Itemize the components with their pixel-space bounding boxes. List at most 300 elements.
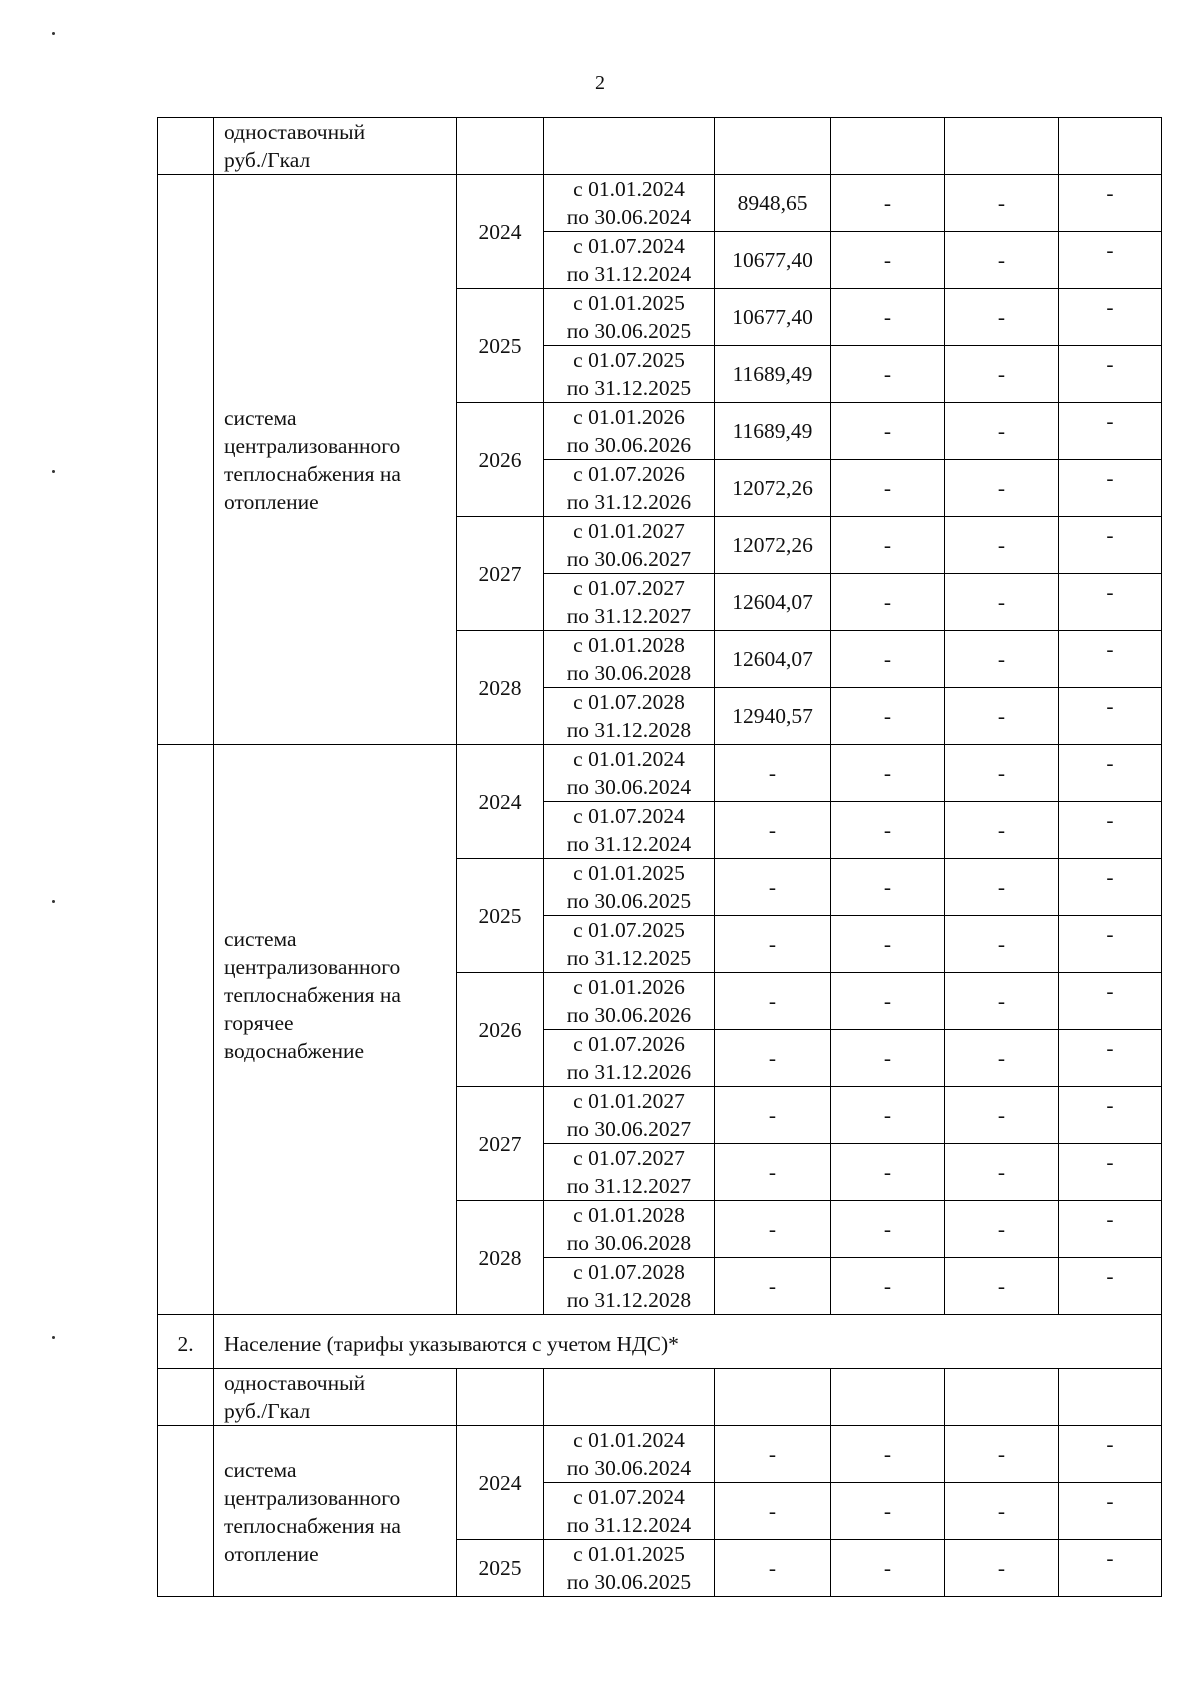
dash-mark: -	[883, 1160, 892, 1184]
year-label: 2025	[478, 333, 522, 358]
period-cell	[544, 1201, 715, 1258]
dash-mark: -	[883, 1499, 892, 1523]
empty-cell	[544, 118, 715, 175]
tariff-dash-cell	[831, 346, 945, 403]
year-cell	[457, 403, 544, 517]
tariff-value: -	[768, 1499, 777, 1523]
label-line: централизованного	[224, 955, 401, 979]
tariff-dash-cell	[831, 1258, 945, 1315]
label-line: теплоснабжения на	[224, 1514, 401, 1538]
rate-type-line: руб./Гкал	[224, 148, 311, 172]
period-cell	[544, 1483, 715, 1540]
row-number-cell	[158, 175, 214, 745]
scan-speck	[52, 900, 55, 903]
period-to: по 30.06.2027	[566, 1117, 692, 1141]
tariff-value: 12072,26	[732, 476, 813, 500]
year-label: 2028	[478, 1245, 522, 1270]
dash-mark: -	[997, 761, 1006, 785]
tariff-value-cell	[715, 1540, 831, 1597]
tariff-dash-cell	[831, 1144, 945, 1201]
tariff-dash-cell	[1059, 1144, 1162, 1201]
period-to: по 31.12.2028	[566, 1288, 692, 1312]
empty-cell	[1059, 118, 1162, 175]
dash-mark: -	[997, 362, 1006, 386]
tariff-value: -	[768, 1103, 777, 1127]
row-number-cell	[158, 1369, 214, 1426]
dash-mark: -	[997, 1217, 1006, 1241]
tariff-value: -	[768, 1160, 777, 1184]
tariff-value-cell	[715, 346, 831, 403]
empty-cell	[544, 1369, 715, 1426]
period-from: с 01.07.2024	[573, 234, 685, 258]
tariff-dash-cell	[831, 973, 945, 1030]
dash-mark: -	[997, 1103, 1006, 1127]
period-from: с 01.01.2028	[573, 633, 685, 657]
tariff-dash-cell	[1059, 403, 1162, 460]
period-to: по 31.12.2026	[566, 1060, 692, 1084]
tariff-dash-cell	[831, 289, 945, 346]
year-cell	[457, 745, 544, 859]
dash-mark: -	[1106, 1489, 1114, 1513]
dash-mark: -	[997, 818, 1006, 842]
year-label: 2025	[478, 1556, 522, 1580]
period-cell	[544, 1144, 715, 1201]
period-to: по 31.12.2025	[566, 376, 692, 400]
dash-mark: -	[1106, 637, 1114, 661]
dash-mark: -	[997, 1274, 1006, 1298]
tariff-value-cell	[715, 1144, 831, 1201]
dash-mark: -	[997, 305, 1006, 329]
label-line: отопление	[224, 1542, 319, 1566]
dash-mark: -	[883, 362, 892, 386]
tariff-dash-cell	[831, 631, 945, 688]
tariff-dash-cell	[1059, 175, 1162, 232]
tariff-dash-cell	[945, 802, 1059, 859]
page-number: 2	[595, 72, 605, 94]
dash-mark: -	[997, 590, 1006, 614]
rate-type-line: одноставочный	[224, 1371, 366, 1395]
tariff-dash-cell	[1059, 1087, 1162, 1144]
tariff-dash-cell	[945, 631, 1059, 688]
period-cell	[544, 1087, 715, 1144]
period-from: с 01.07.2024	[573, 1485, 685, 1509]
rate-type-cell	[214, 1369, 457, 1426]
rate-type-line: руб./Гкал	[224, 1399, 311, 1423]
section-title-cell	[214, 1315, 1162, 1369]
tariff-dash-cell	[945, 1483, 1059, 1540]
period-from: с 01.07.2026	[573, 462, 685, 486]
dash-mark: -	[997, 1556, 1006, 1580]
dash-mark: -	[883, 305, 892, 329]
tariff-dash-cell	[1059, 517, 1162, 574]
rate-type-row	[158, 1369, 1162, 1426]
year-cell	[457, 175, 544, 289]
year-label: 2027	[478, 1131, 522, 1156]
period-to: по 31.12.2026	[566, 490, 692, 514]
scan-speck	[52, 470, 55, 473]
dash-mark: -	[1106, 1264, 1114, 1288]
period-cell	[544, 859, 715, 916]
dash-mark: -	[883, 191, 892, 215]
year-cell	[457, 1087, 544, 1201]
section-number-cell	[158, 1315, 214, 1369]
dash-mark: -	[1106, 181, 1114, 205]
dash-mark: -	[883, 704, 892, 728]
label-line: теплоснабжения на	[224, 461, 401, 486]
year-label: 2024	[478, 1470, 522, 1495]
dash-mark: -	[997, 476, 1006, 500]
dash-mark: -	[883, 248, 892, 272]
tariff-dash-cell	[945, 1201, 1059, 1258]
dash-mark: -	[1106, 865, 1114, 889]
tariff-value: 12604,07	[732, 647, 813, 671]
tariff-dash-cell	[1059, 802, 1162, 859]
period-from: с 01.01.2028	[573, 1203, 685, 1227]
tariff-dash-cell	[831, 403, 945, 460]
year-cell	[457, 1201, 544, 1315]
dash-mark: -	[1106, 922, 1114, 946]
year-label: 2024	[478, 219, 522, 244]
dash-mark: -	[1106, 1150, 1114, 1174]
tariff-dash-cell	[1059, 289, 1162, 346]
period-to: по 31.12.2028	[566, 718, 692, 742]
dash-mark: -	[1106, 1546, 1114, 1570]
tariff-dash-cell	[945, 1426, 1059, 1483]
dash-mark: -	[997, 875, 1006, 899]
tariff-value: 11689,49	[732, 419, 813, 443]
dash-mark: -	[997, 419, 1006, 443]
tariff-dash-cell	[831, 802, 945, 859]
tariff-dash-cell	[945, 1087, 1059, 1144]
heating-system-label	[214, 175, 457, 745]
period-cell	[544, 1258, 715, 1315]
tariff-dash-cell	[831, 1483, 945, 1540]
period-from: с 01.01.2026	[573, 975, 685, 999]
year-label: 2026	[478, 1017, 522, 1042]
tariff-value-cell	[715, 802, 831, 859]
dash-mark: -	[997, 191, 1006, 215]
tariff-dash-cell	[945, 1540, 1059, 1597]
period-cell	[544, 232, 715, 289]
dash-mark: -	[1106, 238, 1114, 262]
dash-mark: -	[1106, 295, 1114, 319]
tariff-value-cell	[715, 289, 831, 346]
dash-mark: -	[883, 761, 892, 785]
tariff-value-cell	[715, 745, 831, 802]
label-line: теплоснабжения на	[224, 983, 401, 1007]
tariff-value: -	[768, 761, 777, 785]
period-cell	[544, 631, 715, 688]
tariff-value-cell	[715, 175, 831, 232]
tariff-value: -	[768, 989, 777, 1013]
label-line: система	[224, 927, 297, 951]
rate-type-cell	[214, 118, 457, 175]
tariff-dash-cell	[831, 460, 945, 517]
tariff-dash-cell	[1059, 1483, 1162, 1540]
period-from: с 01.01.2027	[573, 1089, 685, 1113]
tariff-value: -	[768, 818, 777, 842]
year-cell	[457, 859, 544, 973]
tariff-dash-cell	[945, 745, 1059, 802]
dash-mark: -	[997, 248, 1006, 272]
period-from: с 01.01.2025	[573, 1542, 685, 1566]
tariff-dash-cell	[831, 745, 945, 802]
population-heating-system-label	[214, 1426, 457, 1597]
dash-mark: -	[1106, 979, 1114, 1003]
tariff-value-cell	[715, 1201, 831, 1258]
tariff-dash-cell	[831, 1030, 945, 1087]
tariff-dash-cell	[1059, 1540, 1162, 1597]
period-cell	[544, 973, 715, 1030]
tariff-dash-cell	[1059, 631, 1162, 688]
tariff-dash-cell	[1059, 1258, 1162, 1315]
tariff-dash-cell	[1059, 916, 1162, 973]
period-row	[158, 745, 1162, 802]
dash-mark: -	[997, 1046, 1006, 1070]
period-from: с 01.07.2028	[573, 690, 685, 714]
tariff-dash-cell	[831, 232, 945, 289]
tariff-dash-cell	[945, 574, 1059, 631]
year-label: 2028	[478, 675, 522, 700]
dash-mark: -	[883, 1442, 892, 1466]
tariff-value: 12072,26	[732, 533, 813, 557]
dash-mark: -	[883, 989, 892, 1013]
tariff-dash-cell	[831, 1087, 945, 1144]
year-cell	[457, 289, 544, 403]
tariff-value-cell	[715, 403, 831, 460]
period-to: по 31.12.2025	[566, 946, 692, 970]
period-to: по 30.06.2027	[566, 547, 692, 571]
period-to: по 30.06.2026	[566, 1003, 692, 1027]
period-cell	[544, 1540, 715, 1597]
dash-mark: -	[997, 704, 1006, 728]
period-from: с 01.07.2025	[573, 918, 685, 942]
dash-mark: -	[883, 590, 892, 614]
tariff-dash-cell	[1059, 688, 1162, 745]
section-title: Население (тарифы указываются с учетом НДС)*	[224, 1331, 679, 1356]
period-from: с 01.07.2026	[573, 1032, 685, 1056]
dash-mark: -	[997, 1442, 1006, 1466]
period-from: с 01.07.2027	[573, 576, 685, 600]
period-to: по 30.06.2024	[566, 1456, 692, 1480]
tariff-value: -	[768, 875, 777, 899]
label-line: горячее	[224, 1011, 294, 1035]
dash-mark: -	[1106, 1207, 1114, 1231]
dash-mark: -	[1106, 694, 1114, 718]
tariff-dash-cell	[831, 574, 945, 631]
dash-mark: -	[1106, 1036, 1114, 1060]
period-to: по 31.12.2024	[566, 262, 692, 286]
label-line: централизованного	[224, 1486, 401, 1510]
dash-mark: -	[883, 1103, 892, 1127]
dash-mark: -	[997, 533, 1006, 557]
tariff-value-cell	[715, 460, 831, 517]
tariff-dash-cell	[831, 688, 945, 745]
period-row	[158, 175, 1162, 232]
dash-mark: -	[883, 647, 892, 671]
period-from: с 01.01.2026	[573, 405, 685, 429]
tariff-dash-cell	[831, 1426, 945, 1483]
dash-mark: -	[1106, 409, 1114, 433]
period-to: по 30.06.2024	[566, 775, 692, 799]
period-cell	[544, 403, 715, 460]
tariff-value: -	[768, 1046, 777, 1070]
tariff-dash-cell	[1059, 574, 1162, 631]
period-cell	[544, 1030, 715, 1087]
empty-cell	[457, 118, 544, 175]
year-label: 2025	[478, 903, 522, 928]
label-line: отопление	[224, 489, 319, 514]
tariff-value-cell	[715, 232, 831, 289]
tariff-value-cell	[715, 688, 831, 745]
tariff-dash-cell	[1059, 460, 1162, 517]
label-line: водоснабжение	[224, 1039, 365, 1063]
period-to: по 31.12.2024	[566, 1513, 692, 1537]
tariff-dash-cell	[831, 859, 945, 916]
dash-mark: -	[1106, 808, 1114, 832]
dash-mark: -	[883, 932, 892, 956]
tariff-dash-cell	[945, 175, 1059, 232]
period-row	[158, 1426, 1162, 1483]
scan-speck	[52, 1336, 55, 1339]
period-cell	[544, 346, 715, 403]
dash-mark: -	[1106, 352, 1114, 376]
period-from: с 01.07.2024	[573, 804, 685, 828]
period-to: по 30.06.2024	[566, 205, 692, 229]
tariff-dash-cell	[1059, 1030, 1162, 1087]
period-from: с 01.07.2028	[573, 1260, 685, 1284]
section-row	[158, 1315, 1162, 1369]
row-number-cell	[158, 118, 214, 175]
period-to: по 31.12.2027	[566, 1174, 692, 1198]
year-cell	[457, 1426, 544, 1540]
period-to: по 30.06.2025	[566, 1570, 692, 1594]
tariff-dash-cell	[1059, 346, 1162, 403]
hot-water-system-label	[214, 745, 457, 1315]
period-cell	[544, 802, 715, 859]
label-line: система	[224, 405, 297, 430]
tariff-dash-cell	[945, 232, 1059, 289]
period-to: по 31.12.2027	[566, 604, 692, 628]
tariff-value: 12604,07	[732, 590, 813, 614]
period-from: с 01.01.2024	[573, 747, 685, 771]
tariff-value: 12940,57	[732, 704, 813, 728]
dash-mark: -	[883, 533, 892, 557]
tariff-dash-cell	[1059, 745, 1162, 802]
tariff-value-cell	[715, 1258, 831, 1315]
period-from: с 01.07.2027	[573, 1146, 685, 1170]
year-label: 2024	[478, 789, 522, 814]
tariff-value-cell	[715, 859, 831, 916]
period-cell	[544, 175, 715, 232]
tariff-dash-cell	[945, 403, 1059, 460]
period-from: с 01.01.2027	[573, 519, 685, 543]
empty-cell	[831, 118, 945, 175]
year-cell	[457, 631, 544, 745]
empty-cell	[945, 1369, 1059, 1426]
period-cell	[544, 688, 715, 745]
tariff-dash-cell	[945, 1258, 1059, 1315]
tariff-dash-cell	[945, 1144, 1059, 1201]
empty-cell	[945, 118, 1059, 175]
empty-cell	[715, 1369, 831, 1426]
tariff-dash-cell	[945, 346, 1059, 403]
label-line: централизованного	[224, 433, 401, 458]
dash-mark: -	[1106, 523, 1114, 547]
tariff-value: -	[768, 1556, 777, 1580]
tariff-dash-cell	[945, 688, 1059, 745]
tariff-dash-cell	[1059, 232, 1162, 289]
tariff-dash-cell	[945, 289, 1059, 346]
dash-mark: -	[1106, 751, 1114, 775]
year-cell	[457, 973, 544, 1087]
tariff-dash-cell	[945, 1030, 1059, 1087]
period-cell	[544, 574, 715, 631]
dash-mark: -	[997, 932, 1006, 956]
dash-mark: -	[883, 1556, 892, 1580]
tariff-dash-cell	[831, 175, 945, 232]
tariff-dash-cell	[945, 973, 1059, 1030]
row-number-cell	[158, 745, 214, 1315]
tariff-value-cell	[715, 973, 831, 1030]
period-cell	[544, 460, 715, 517]
dash-mark: -	[1106, 1432, 1114, 1456]
tariff-dash-cell	[831, 1201, 945, 1258]
tariff-table	[157, 117, 1162, 1597]
year-label: 2027	[478, 561, 522, 586]
tariff-value-cell	[715, 1087, 831, 1144]
tariff-dash-cell	[1059, 973, 1162, 1030]
period-cell	[544, 745, 715, 802]
period-from: с 01.01.2025	[573, 861, 685, 885]
scan-speck	[52, 32, 55, 35]
year-label: 2026	[478, 447, 522, 472]
period-from: с 01.01.2024	[573, 1428, 685, 1452]
period-to: по 30.06.2025	[566, 889, 692, 913]
tariff-dash-cell	[831, 1540, 945, 1597]
period-to: по 30.06.2025	[566, 319, 692, 343]
year-cell	[457, 1540, 544, 1597]
dash-mark: -	[883, 1046, 892, 1070]
period-to: по 30.06.2028	[566, 661, 692, 685]
empty-cell	[1059, 1369, 1162, 1426]
label-line: система	[224, 1458, 297, 1482]
dash-mark: -	[883, 476, 892, 500]
tariff-value: -	[768, 1217, 777, 1241]
dash-mark: -	[883, 1217, 892, 1241]
dash-mark: -	[997, 1499, 1006, 1523]
tariff-dash-cell	[831, 517, 945, 574]
tariff-value-cell	[715, 916, 831, 973]
period-cell	[544, 517, 715, 574]
year-cell	[457, 517, 544, 631]
tariff-value: 11689,49	[732, 362, 813, 386]
empty-cell	[457, 1369, 544, 1426]
rate-type-row	[158, 118, 1162, 175]
period-cell	[544, 289, 715, 346]
dash-mark: -	[883, 1274, 892, 1298]
tariff-dash-cell	[945, 517, 1059, 574]
tariff-value-cell	[715, 517, 831, 574]
tariff-value: 10677,40	[732, 248, 813, 272]
period-to: по 30.06.2028	[566, 1231, 692, 1255]
period-cell	[544, 1426, 715, 1483]
tariff-dash-cell	[1059, 1426, 1162, 1483]
tariff-table-body	[158, 118, 1162, 1597]
tariff-value: 8948,65	[737, 191, 808, 215]
dash-mark: -	[1106, 580, 1114, 604]
tariff-value: -	[768, 1274, 777, 1298]
